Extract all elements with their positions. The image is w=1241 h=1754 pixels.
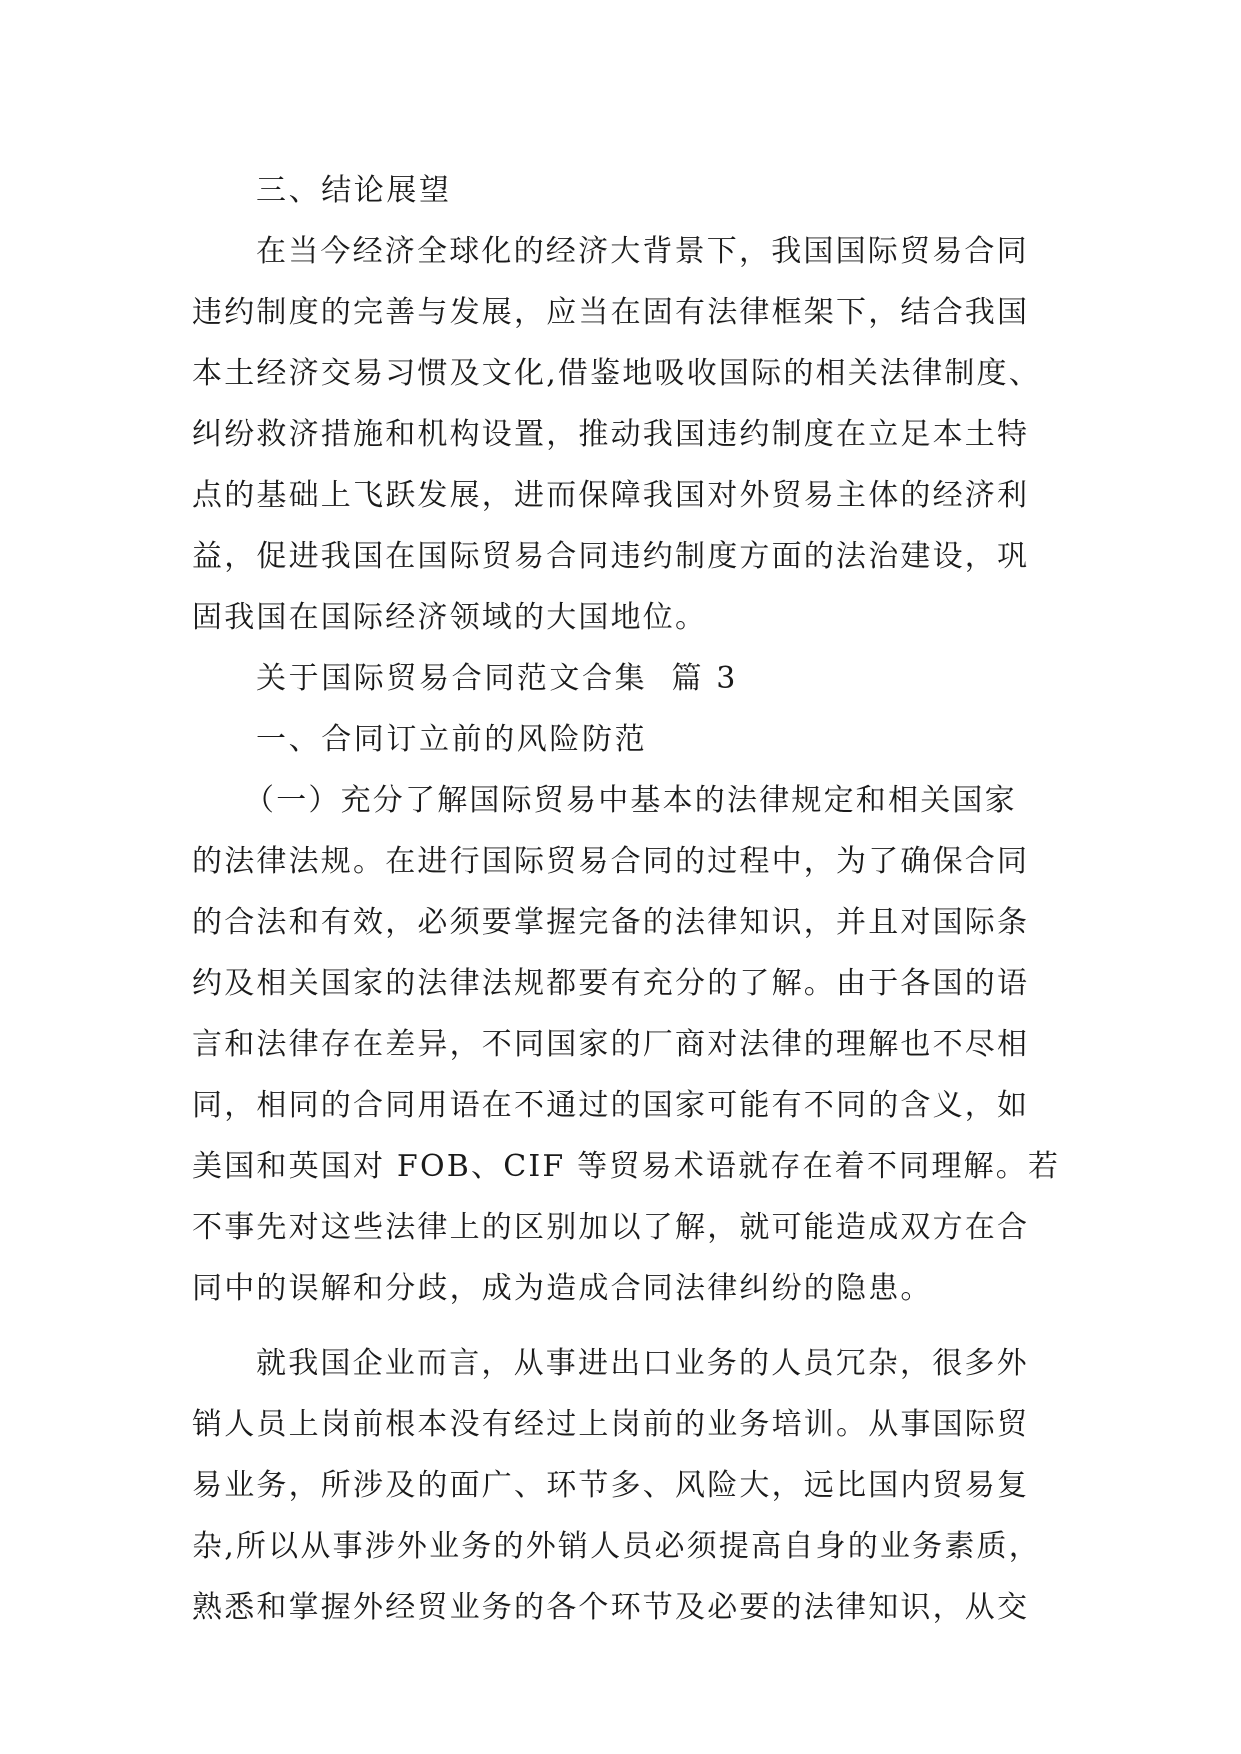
paragraph-line: 言和法律存在差异，不同国家的厂商对法律的理解也不尽相 bbox=[192, 1027, 1030, 1062]
paragraph-line: 固我国在国际经济领域的大国地位。 bbox=[192, 600, 708, 635]
paragraph-line: 就我国企业而言，从事进出口业务的人员冗杂，很多外 bbox=[256, 1346, 1029, 1381]
paragraph-line: 的法律法规。在进行国际贸易合同的过程中，为了确保合同 bbox=[192, 844, 1030, 879]
article-title: 关于国际贸易合同范文合集 篇 3 bbox=[256, 661, 738, 696]
paragraph-line: 在当今经济全球化的经济大背景下，我国国际贸易合同 bbox=[256, 234, 1029, 269]
paragraph-line: 易业务，所涉及的面广、环节多、风险大，远比国内贸易复 bbox=[192, 1468, 1030, 1503]
document-body bbox=[192, 160, 1061, 1638]
section-heading-risk-prevention: 一、合同订立前的风险防范 bbox=[256, 722, 648, 757]
section-heading-conclusion: 三、结论展望 bbox=[256, 173, 452, 208]
paragraph-line: 点的基础上飞跃发展，进而保障我国对外贸易主体的经济利 bbox=[192, 478, 1030, 513]
paragraph-line: 不事先对这些法律上的区别加以了解，就可能造成双方在合 bbox=[192, 1210, 1030, 1245]
paragraph-line: 同中的误解和分歧，成为造成合同法律纠纷的隐患。 bbox=[192, 1271, 933, 1306]
paragraph-line: 同，相同的合同用语在不通过的国家可能有不同的含义，如 bbox=[192, 1088, 1030, 1123]
paragraph-line: 的合法和有效，必须要掌握完备的法律知识，并且对国际条 bbox=[192, 905, 1030, 940]
paragraph-line: 益，促进我国在国际贸易合同违约制度方面的法治建设，巩 bbox=[192, 539, 1030, 574]
paragraph-line: 销人员上岗前根本没有经过上岗前的业务培训。从事国际贸 bbox=[192, 1407, 1030, 1442]
paragraph-line: 本土经济交易习惯及文化,借鉴地吸收国际的相关法律制度、 bbox=[192, 356, 1041, 391]
paragraph-line: 美国和英国对 FOB、CIF 等贸易术语就存在着不同理解。若 bbox=[192, 1149, 1061, 1184]
paragraph-line: 纠纷救济措施和机构设置，推动我国违约制度在立足本土特 bbox=[192, 417, 1030, 452]
paragraph-line: 违约制度的完善与发展，应当在固有法律框架下，结合我国 bbox=[192, 295, 1030, 330]
paragraph-line: 约及相关国家的法律法规都要有充分的了解。由于各国的语 bbox=[192, 966, 1030, 1001]
paragraph-line: 杂,所以从事涉外业务的外销人员必须提高自身的业务素质， bbox=[192, 1529, 1041, 1564]
subsection-line: （一）充分了解国际贸易中基本的法律规定和相关国家 bbox=[244, 783, 1017, 818]
paragraph-line: 熟悉和掌握外经贸业务的各个环节及必要的法律知识，从交 bbox=[192, 1590, 1030, 1625]
